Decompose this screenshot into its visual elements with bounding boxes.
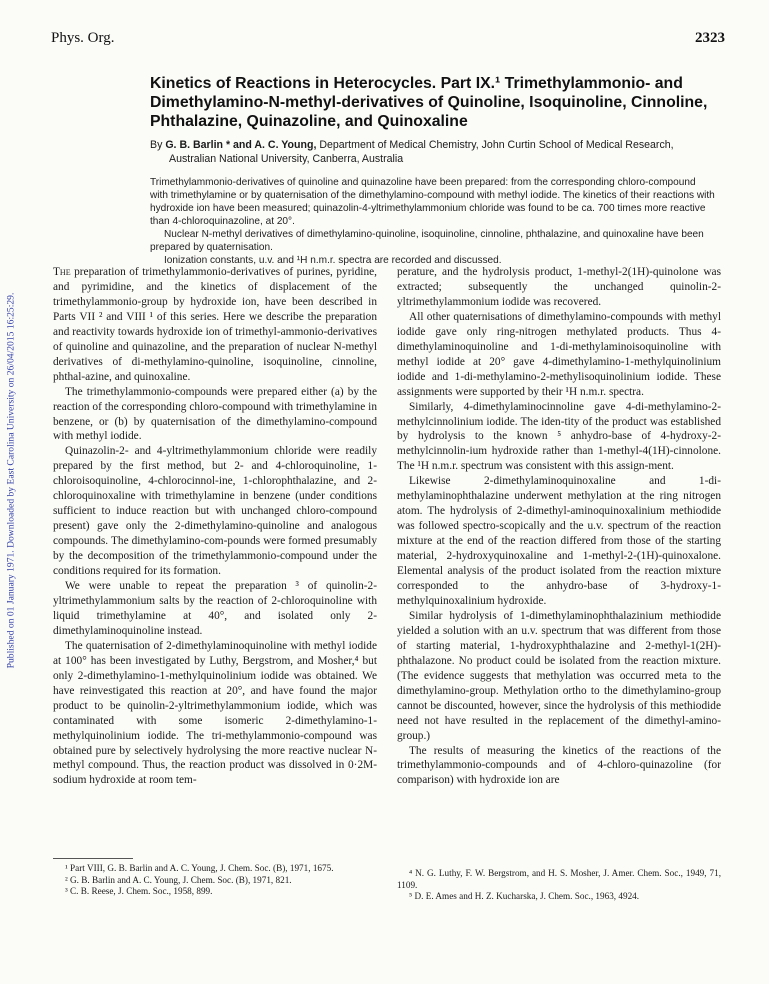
footnote: ¹ Part VIII, G. B. Barlin and A. C. Young, J. Chem. Soc. (B), 1971, 1675. <box>65 863 334 873</box>
footnotes <box>53 858 721 903</box>
abstract-paragraph: Nuclear N-methyl derivatives of dimethylamino-quinoline, isoquinoline, cinnoline, phthalazine, and quinoxaline have been prepared by quaternisation. <box>150 229 704 253</box>
body-paragraph: The trimethylammonio-compounds were prepared either (a) by the reaction of the corresponding chloro-compound with trimethylamine in benzene, or (b) by quaternisation of the dimethylamino-compound with methyl iodide. <box>53 385 377 443</box>
opening-word: The <box>53 266 71 278</box>
author-names: G. B. Barlin * and A. C. Young, <box>165 139 317 151</box>
article-title: Kinetics of Reactions in Heterocycles. Part IX.¹ Trimethylammonio- and Dimethylamino-N-methyl-derivatives of Quinoline, Isoquinoline, Cinnoline, Phthalazine, Quinazoline, and Quinoxaline <box>150 75 708 130</box>
footnote: ³ C. B. Reese, J. Chem. Soc., 1958, 899. <box>65 886 213 896</box>
running-head <box>51 30 725 47</box>
download-watermark <box>4 150 18 810</box>
right-column <box>397 265 721 788</box>
footnote: ² G. B. Barlin and A. C. Young, J. Chem. Soc. (B), 1971, 821. <box>65 874 292 885</box>
footnotes-right <box>397 858 721 903</box>
body-paragraph: We were unable to repeat the preparation ³ of quinolin-2-yltrimethylammonium salts by the reaction of 2-chloroquinoline with liquid trimethylamine at 40°, and isolated only 2-dimethylaminoquinoline instead. <box>53 580 377 637</box>
left-column <box>53 265 377 788</box>
footnote: ⁵ D. E. Ames and H. Z. Kucharska, J. Chem. Soc., 1963, 4924. <box>409 891 640 901</box>
body-paragraph: The quaternisation of 2-dimethylaminoquinoline with methyl iodide at 100° has been investigated by Luthy, Bergstrom, and Mosher,⁴ but only 2-dimethylamino-1-methylquinolinium iodide was obtained. We have reinvestigated this reaction at 20°, and have found the major product to be quinolin-2-yltrimethylammonium iodide, which was contaminated with some isomeric 2-dimethylamino-1-methylquinolinium iodide. The tri-methylammonio-compound was obtained pure by selectively hydrolysing the more reactive nuclear N-methyl compound. Thus, the reaction product was dissolved in 0·2M-sodium hydroxide at room tem- <box>53 639 377 787</box>
opening-paragraph <box>53 265 377 385</box>
footnotes-left <box>53 858 377 903</box>
body-paragraph: All other quaternisations of dimethylamino-compounds with methyl iodide gave only ring-nitrogen methylated products. Thus 4-dimethylaminoquinoline and 1-di-methylaminoisoquinoline with methyl iodide at 20° gave 4-dimethylamino-1-methylquinolinium iodide and 1-di-methylamino-2-methylisoquinolinium iodide. These assignments were supported by their ¹H n.m.r. spectra. <box>397 310 721 398</box>
abstract-paragraph: Ionization constants, u.v. and ¹H n.m.r. spectra are recorded and discussed. <box>164 255 502 266</box>
body-paragraph: Likewise 2-dimethylaminoquinoxaline and 1-di-methylaminophthalazine underwent methylation at the ring nitrogen atom. The hydrolysis of 2-dimethyl-aminoquinoxalinium methiodide was followed spectro-scopically and the u.v. spectrum of the reaction mixture at the end of the reaction differed from those of the starting material, 2-hydroxyquinoxaline and 1-methyl-2-(1H)-quinoxalone. Elemental analysis of the product isolated from the reaction mixture corresponded to the anhydro-base of 3-hydroxy-1-methylquinoxalinium hydroxide. <box>397 475 721 607</box>
continued-paragraph: perature, and the hydrolysis product, 1-methyl-2(1H)-quinolone was extracted; subsequently the unchanged quinolin-2-yltrimethylammonium iodide was recovered. <box>397 266 721 308</box>
body-paragraph: Similar hydrolysis of 1-dimethylaminophthalazinium methiodide yielded a solution with an u.v. spectrum that was different from those of starting material, 1-hydroxyphthalazine and 2-methyl-1(2H)-phthalazone. No product could be isolated from the reaction mixture. (The evidence suggests that methylation was occurred meta to the dimethylamino-group. Methylation ortho to the dimethylamino-group cannot be discounted, however, since the hydrolysis of this methiodide need not have resulted in the replacement of the dimethyl-amino-group.) <box>397 609 721 742</box>
download-notice-text: Published on 01 January 1971. Downloaded by East Carolina University on 26/04/2015 16:25:29. <box>5 292 17 668</box>
footnote-rule <box>53 858 133 859</box>
article-header <box>150 74 715 267</box>
affiliation-line-1: Department of Medical Chemistry, John Curtin School of Medical Research, <box>316 139 674 151</box>
byline <box>150 138 715 166</box>
journal-section: Phys. Org. <box>51 30 115 46</box>
body-paragraph: Quinazolin-2- and 4-yltrimethylammonium chloride were readily prepared by the first method, but 2- and 4-chloroquinoline, 1-chloroisoquinoline, 4-chlorocinnol-ine, 1-chlorophthalazine, and 2-chloroquinoxaline with trimethylamine in benzene (under conditions sufficient to induce reaction but with unchanged chloro-compound present) gave only the 2-dimethylamino-quinoline and analogous compounds. The dimethylamino-com-pounds were formed presumably by the decomposition of the trimethylammonio-compound under the conditions required for its formation. <box>53 445 377 578</box>
affiliation-line-2: Australian National University, Canberra, Australia <box>169 153 404 165</box>
abstract <box>150 176 715 267</box>
page-number: 2323 <box>695 30 725 46</box>
byline-prefix: By <box>150 139 166 151</box>
opening-text: preparation of trimethylammonio-derivatives of purines, pyridine, and pyrimidine, and the kinetics of displacement of the trimethylammonio-group by hydroxide ion, have been described in Parts VII ² and VIII ¹ of this series. Here we describe the preparation and reactivity towards hydroxide ion of trimethyl-ammonio-derivatives of quinoline and quinazoline, and the preparation of nuclear N-methyl derivatives of di-methylamino-quinoline, isoquinoline, cinnoline, phthal-azine, and quinoxaline. <box>53 266 377 383</box>
body-paragraph: Similarly, 4-dimethylaminocinnoline gave 4-di-methylamino-2-methylcinnolinium iodide. The iden-tity of the product was established by hydrolysis to the known ⁵ anhydro-base of 4-hydroxy-2-methylcinnolin-ium hydroxide rather than 1-methyl-4(1H)-cinnolone. The ¹H n.m.r. spectrum was consistent with this assign-ment. <box>397 400 721 473</box>
body-paragraph: The results of measuring the kinetics of the reactions of the trimethylammonio-compounds and of 4-chloro-quinazoline (for comparison) with hydroxide ion are <box>397 744 721 787</box>
body-columns <box>53 265 721 788</box>
abstract-paragraph: Trimethylammonio-derivatives of quinoline and quinazoline have been prepared: from the corresponding chloro-compound with trimethylamine or by quaternisation of the dimethylamino-compound with methyl iodide. The kinetics of their reactions with hydroxide ion have been measured; quinazolin-4-yltrimethylammonium chloride was found to be ca. 700 times more reactive than 4-chloroquinazoline, at 20°. <box>150 177 715 227</box>
footnote: ⁴ N. G. Luthy, F. W. Bergstrom, and H. S. Mosher, J. Amer. Chem. Soc., 1949, 71, 1109. <box>397 868 721 890</box>
